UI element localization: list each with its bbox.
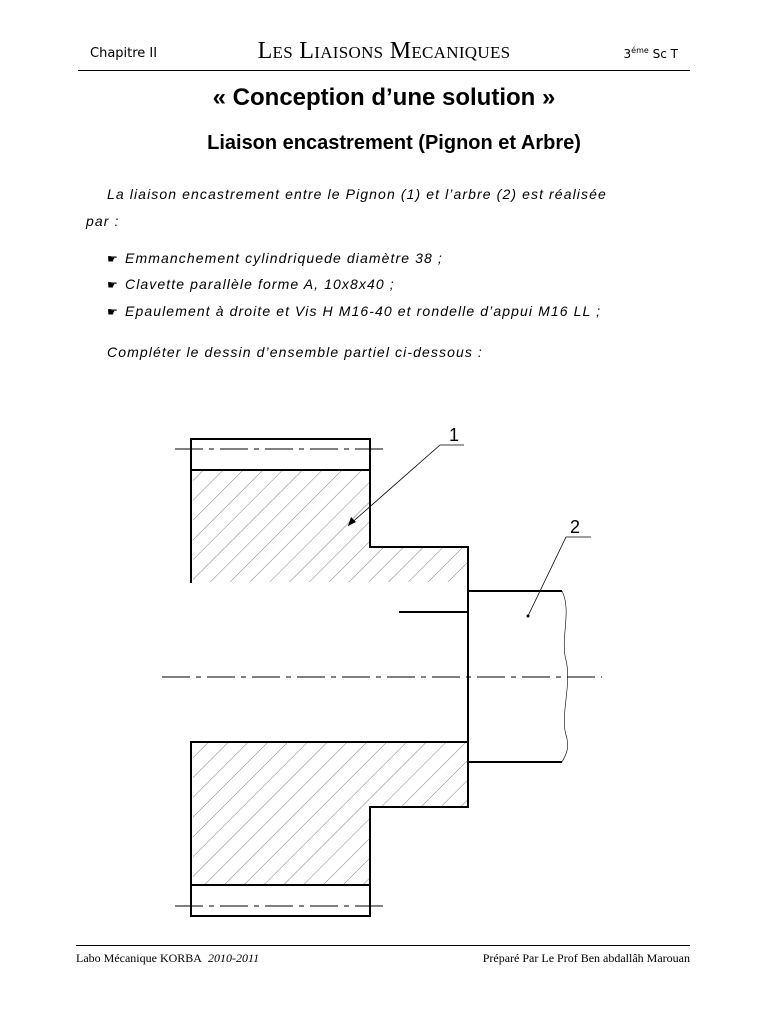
chapter-label: Chapitre II	[90, 46, 158, 61]
bullet-text: Clavette parallèle forme A, 10x8x40 ;	[125, 276, 395, 292]
pinion-hatching-top	[193, 470, 468, 582]
leader-dot	[527, 615, 530, 618]
pinion-hatching-bottom	[193, 742, 468, 885]
instruction-text: Compléter le dessin d’ensemble partiel ci-dessous :	[107, 344, 483, 360]
header-title: Les Liaisons Mecaniques	[257, 38, 511, 64]
break-line	[562, 591, 568, 762]
label-shaft: 2	[570, 517, 581, 537]
page-footer	[76, 945, 690, 968]
bullet-text: Emmanchement cylindriquede diamètre 38 ;	[125, 250, 443, 266]
pointing-hand-icon: ☛	[107, 278, 118, 292]
page-title: « Conception d’une solution »	[212, 84, 556, 111]
page-subtitle: Liaison encastrement (Pignon et Arbre)	[207, 132, 581, 154]
pointing-hand-icon: ☛	[107, 305, 118, 319]
footer-author: Préparé Par Le Prof Ben abdallâh Marouan	[482, 951, 690, 965]
bullet-text: Epaulement à droite et Vis H M16-40 et rondelle d’appui M16 LL ;	[125, 303, 602, 319]
class-label: $3^{éme}$ Sc T	[623, 46, 678, 61]
pointing-hand-icon: ☛	[107, 252, 118, 266]
intro-line-1: La liaison encastrement entre le Pignon (1) et l’arbre (2) est réalisée	[107, 186, 607, 202]
label-pinion: 1	[449, 425, 460, 445]
intro-line-2: par :	[86, 213, 120, 229]
footer-left: Labo Mécanique KORBA 2010-2011	[76, 951, 260, 965]
